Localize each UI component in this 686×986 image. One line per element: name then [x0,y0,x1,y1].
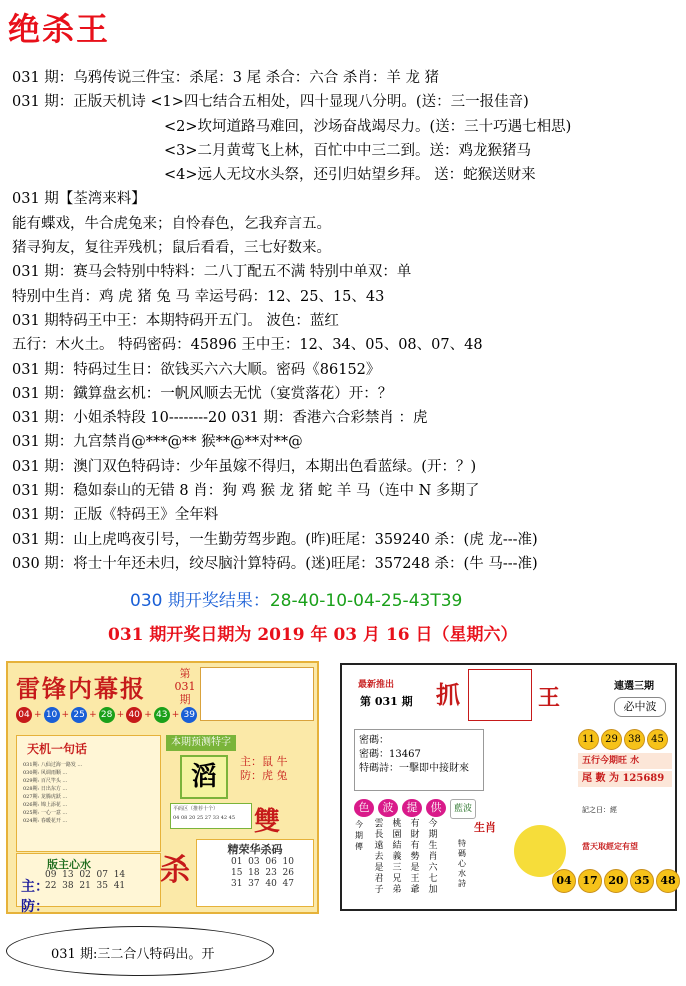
bizhong: 必中波 [614,697,666,717]
forecast-line: 特别中生肖：鸡 虎 猪 兔 马 幸运号码：12、25、15、43 [12,288,385,305]
xiangtian: 當天取經定有望 [582,841,638,851]
shengxiao-sub: 特碼心水詩 [458,839,466,888]
wang-char: 王 [538,685,561,711]
sebo-3: 提 [402,799,422,817]
forecast-line: 031 期：山上虎鸣夜引号，一生勤劳驾步跑。(昨)旺尾：359240 杀：(虎 龙---准) [12,531,538,548]
gold-ball: 48 [656,869,680,893]
gold-ball: 04 [552,869,576,893]
forecast-line: <2>坎坷道路马难回，沙场奋战竭尽力。(送：三十巧遇七相思) [164,118,572,135]
gold-ball: 20 [604,869,628,893]
lianzhong: 連選三期 [614,681,654,692]
speech-bubble [6,926,274,976]
zhuawang-blank-box [468,669,532,721]
leifeng-issue: 第 031 期 [174,667,196,706]
yellow-ball: 45 [647,729,668,750]
weishu-strip: 尾 數 为 125689 [578,771,672,787]
col3: 桃園結義三兄弟 [392,819,402,895]
forecast-line: 031 期：正版天机诗 <1>四七结合五相处，四十显现八分明。(送：三一报佳音) [12,94,529,111]
mima-box: 密碼： 密碼：13467 特碼詩：一擊即中接財來 [354,729,484,791]
forecast-line: 031 期特码王中王：本期特码开五门。 波色：蓝红 [12,312,339,329]
col2: 雲長遠去是君子 [374,819,384,895]
forecast-lines [12,66,677,576]
wuxing-strip: 五行今期旺 水 [578,753,672,769]
plus-sign: + [171,710,180,720]
plus-sign: + [89,710,97,720]
yellow-ball-row [578,729,668,750]
forecast-line: 能有蝶戏，牛合虎兔来；自怜春色，乞我弃言五。 [12,215,331,232]
plus-sign: + [61,710,70,720]
banwang-labels: 主： 防： [21,879,49,915]
forecast-line: 031 期：乌鸦传说三件宝：杀尾：3 尾 杀合：六合 杀肖：羊 龙 猪 [12,70,440,86]
result-label: 030 期开奖结果： [130,591,270,611]
leifeng-blank-box [200,667,314,721]
forecast-line: <3>二月黄莺飞上林，百忙中中三二到。送：鸡龙猴猪马 [164,142,532,159]
leifeng-header: 雷锋内幕报 [16,675,146,703]
forecast-line: 031 期：正版《特码王》全年料 [12,507,219,524]
forecast-line: 031 期：稳如泰山的无错 8 肖：狗 鸡 猴 龙 猪 蛇 羊 马（连中 N 多期了 [12,483,480,500]
tianji-box [16,735,161,852]
jinghua-box [196,839,314,907]
banwang-nums: 09 13 02 07 14 22 38 21 35 41 [45,870,126,891]
result-ball: 43 [154,707,170,723]
gold-ball-row [552,869,680,893]
zhua-char: 抓 [436,680,460,709]
yellow-ball: 11 [578,729,599,750]
plus-sign: + [34,710,42,720]
lanbo: 藍波 [450,799,476,819]
jizhi: 記之日：經 [582,806,617,814]
sebo-1: 色 [354,799,374,817]
forecast-line: 031 期：鐵算盘玄机：一帆风顺去无忧（宴赏落花）开：？ [12,385,393,402]
result-ball: 39 [181,707,197,723]
page-title: 绝杀王 [8,10,111,48]
shuang-char: 雙 [254,807,281,837]
result-ball: 10 [44,707,60,723]
new-tag: 最新推出 [358,680,395,690]
result-ball: 25 [71,707,87,723]
col1: 今期傳 [355,820,363,851]
plus-sign: + [144,710,152,720]
forecast-line: 031 期【荃湾来料】 [12,191,146,208]
draw-date: 031 期开奖日期为 2019 年 03 月 16 日（星期六） [108,625,518,645]
gold-ball: 17 [578,869,602,893]
forecast-line: <4>远人无坟水头祭，还引归姑望乡拜。 送：蛇猴送财来 [164,167,536,184]
previous-result [130,586,462,611]
sebo-2: 波 [378,799,398,817]
result-ball: 04 [16,707,32,723]
pingte-box: 平码区（推荐十个） 04 08 20 25 27 33 42 45 [170,803,252,829]
forecast-line: 猪寻狗友，复往弄残机；鼠后看看，三七好数来。 [12,240,331,257]
forecast-line: 031 期：赛马会特别中特料：二八丁配五不满 特别中单双：单 [12,264,412,281]
shengxiao: 生肖 [474,821,496,834]
col4: 有財有勢是王爺 [410,819,420,895]
jinghua-nums: 01 03 06 10 15 18 23 26 31 37 40 47 [231,857,294,889]
tema-title: 本期预测特字 [166,735,236,751]
tema-char: 滔 [180,755,228,799]
banwang-title: 版主心水 [47,858,91,871]
zhu-fang: 主：鼠 牛 防：虎 兔 [240,755,288,782]
leifeng-ball-row [16,707,197,723]
banwang-box [16,853,161,915]
zhuawang-issue: 第 031 期 [360,695,413,708]
result-numbers: 28-40-10-04-25-43T39 [269,591,463,611]
jinghua-title: 精荣华杀码 [227,843,283,856]
forecast-line: 五行：木火土。 特码密码：45896 王中王：12、34、05、08、07、48 [12,337,483,354]
forecast-line: 031 期：小姐杀特段 10--------20 031 期：香港六合彩禁肖 ：虎 [12,410,428,427]
forecast-line: 031 期：九宫禁肖@***@** 猴**@**对**@ [12,434,303,451]
bubble-text: 031 期:三二合八特码出。开 [51,947,215,962]
leifeng-card [6,661,319,914]
forecast-line: 031 期：澳门双色特码诗：少年虽嫁不得归，本期出色看蓝绿。(开：？) [12,458,477,475]
yellow-ball: 38 [624,729,645,750]
sha-char: 杀 [160,853,190,888]
forecast-line: 030 期：将士十年还未归，绞尽脑汁算特码。(迷)旺尾：357248 杀：(牛 马---准) [12,555,538,572]
forecast-line: 031 期：特码过生日：欲钱买六六大顺。密码《86152》 [12,361,381,378]
gold-ball: 35 [630,869,654,893]
zhuawang-card [340,663,677,911]
result-ball: 40 [126,707,142,723]
result-ball: 28 [99,707,115,723]
plus-sign: + [116,710,125,720]
tianji-rows: 031期: 八仙过海一路发 … 030期: 风调雨顺 … 029期: 百尺竿头 … 028期: 日出东方 … 027期: 龙腾虎跃 … 026期: 锦上添花 … 025期: 一心一意 … 024期: 春暖花开 … [23,762,83,824]
yellow-ball: 29 [601,729,622,750]
sebo-row [354,799,476,819]
sebo-4: 供 [426,799,446,817]
tianji-title: 天机一句话 [27,742,88,756]
col5: 今期生肖六七加 [428,819,438,895]
